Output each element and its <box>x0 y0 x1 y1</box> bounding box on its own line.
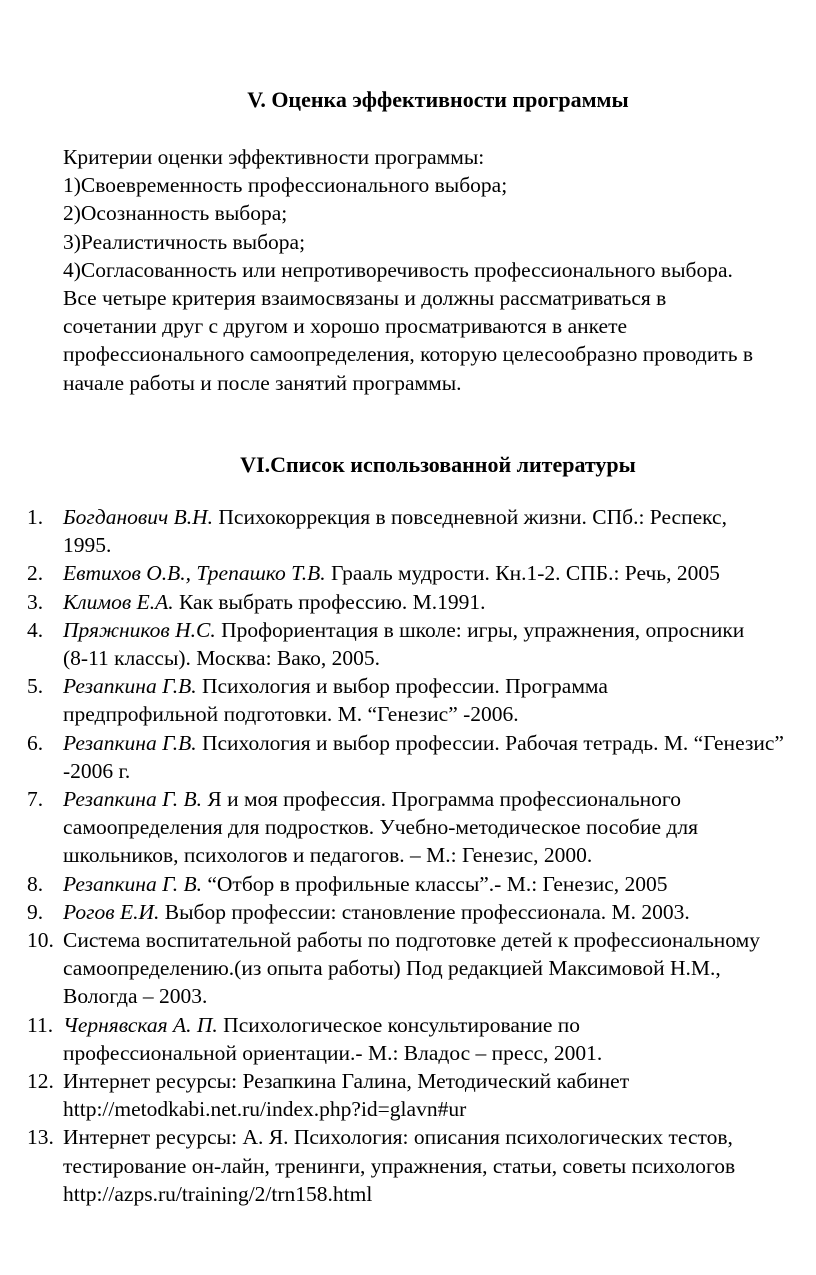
reference-item <box>27 870 816 898</box>
criteria-intro: Критерии оценки эффективности программы: <box>63 145 485 169</box>
reference-text: Интернет ресурсы: А. Я. Психология: описания психологических тестов, тестирование он-лайн, тренинги, упражнения, статьи, советы психологов http://azps.ru/training/2/trn158.html <box>63 1125 736 1206</box>
reference-text: Я и моя профессия. Программа профессионального самоопределения для подростков. Учебно-методическое пособие для школьников, психологов и педагогов. – М.: Генезис, 2000. <box>63 787 698 868</box>
reference-author: Резапкина Г.В. <box>63 730 197 755</box>
reference-number: 5. <box>27 674 44 699</box>
reference-author: Евтихов О.В., Трепашко Т.В. <box>63 561 326 586</box>
reference-text: Интернет ресурсы: Резапкина Галина, Методический кабинет http://metodkabi.net.ru/index.php?id=glavn#ur <box>63 1069 630 1122</box>
criteria-block <box>63 143 803 397</box>
reference-author: Чернявская А. П. <box>63 1012 218 1037</box>
reference-item <box>27 1067 816 1123</box>
reference-text: “Отбор в профильные классы”.- М.: Генезис, 2005 <box>201 871 668 896</box>
reference-number: 12. <box>27 1069 54 1094</box>
reference-text: Как выбрать профессию. М.1991. <box>173 589 486 614</box>
reference-item <box>27 616 816 672</box>
reference-author: Климов Е.А. <box>63 589 174 614</box>
criteria-item-1: 1)Своевременность профессионального выбора; <box>63 173 508 198</box>
reference-number: 4. <box>27 617 44 642</box>
reference-item <box>27 1123 816 1208</box>
reference-number: 11. <box>27 1012 54 1037</box>
section-6-title: VI.Список использованной литературы <box>240 452 636 477</box>
criteria-paragraph: Все четыре критерия взаимосвязаны и должны рассматриваться в сочетании друг с другом и хорошо просматриваются в анкете профессионального самоопределения, которую целесообразно проводить в начале работы и после занятий программы. <box>63 286 754 395</box>
reference-text: Психокоррекция в повседневной жизни. СПб.: Респекс, 1995. <box>63 505 727 558</box>
reference-text: Грааль мудрости. Кн.1-2. СПБ.: Речь, 2005 <box>325 561 720 586</box>
reference-item <box>27 672 816 728</box>
reference-item <box>27 503 816 559</box>
reference-item <box>27 588 816 616</box>
criteria-item-4: 4)Согласованность или непротиворечивость профессионального выбора. <box>63 257 733 282</box>
reference-text: Психологическое консультирование по профессиональной ориентации.- М.: Владос – пресс, 2001. <box>63 1012 603 1065</box>
reference-text: Психология и выбор профессии. Программа предпрофильной подготовки. М. “Генезис” -2006. <box>63 674 608 727</box>
reference-list <box>27 503 816 1208</box>
reference-number: 1. <box>27 505 44 529</box>
reference-text: Психология и выбор профессии. Рабочая тетрадь. М. “Генезис” -2006 г. <box>63 730 784 783</box>
criteria-item-3: 3)Реалистичность выбора; <box>63 229 306 254</box>
reference-author: Пряжников Н.С. <box>63 617 216 642</box>
reference-author: Резапкина Г. В. <box>63 787 202 812</box>
criteria-item-2: 2)Осознанность выбора; <box>63 201 288 226</box>
reference-author: Рогов Е.И. <box>63 899 160 924</box>
reference-author: Резапкина Г. В. <box>63 871 202 896</box>
reference-author: Резапкина Г.В. <box>63 674 197 699</box>
reference-item <box>27 559 816 587</box>
reference-item <box>27 785 816 870</box>
reference-text: Выбор профессии: становление профессионала. М. 2003. <box>159 899 690 924</box>
reference-number: 2. <box>27 561 44 586</box>
reference-number: 7. <box>27 787 44 812</box>
reference-number: 10. <box>27 928 54 953</box>
reference-item <box>27 898 816 926</box>
reference-text: Профориентация в школе: игры, упражнения, опросники (8-11 классы). Москва: Вако, 2005. <box>63 617 745 671</box>
reference-number: 6. <box>27 730 44 755</box>
reference-number: 3. <box>27 589 44 614</box>
section-5-title: V. Оценка эффективности программы <box>247 87 629 112</box>
reference-number: 8. <box>27 871 44 896</box>
reference-author: Богданович В.Н. <box>63 505 213 529</box>
reference-number: 9. <box>27 899 44 924</box>
reference-number: 13. <box>27 1125 54 1150</box>
reference-item <box>27 729 816 785</box>
reference-text: Система воспитательной работы по подготовке детей к профессиональному самоопределению.(из опыта работы) Под редакцией Максимовой Н.М., Вологда – 2003. <box>63 928 760 1009</box>
reference-item <box>27 926 816 1011</box>
reference-item <box>27 1011 816 1067</box>
